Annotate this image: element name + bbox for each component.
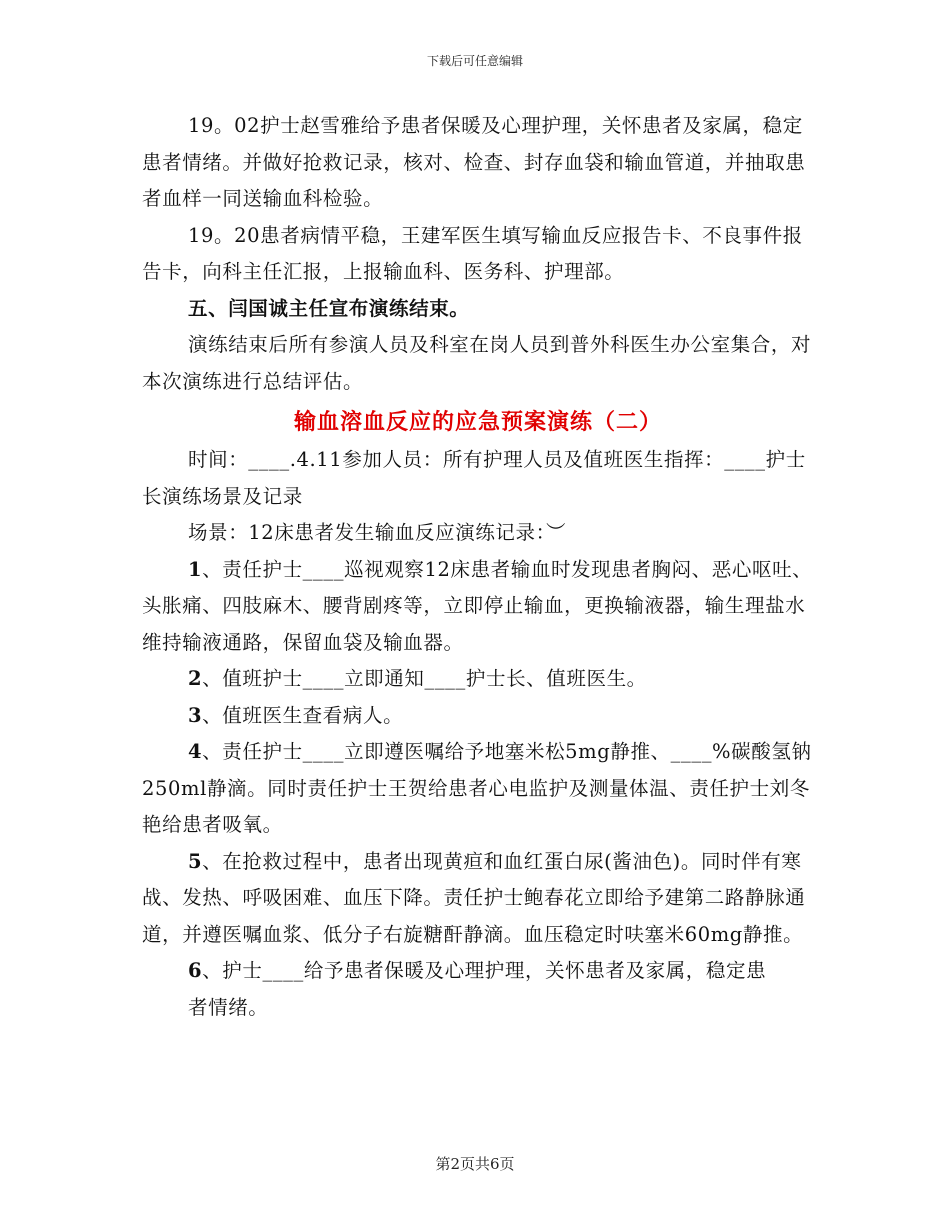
- list-number: 1: [188, 557, 203, 581]
- list-item-continuation: 者情绪。: [188, 995, 269, 1019]
- list-item-text: 、值班护士____立即通知____护士长、值班医生。: [202, 667, 647, 690]
- section-heading: 五、闫国诚主任宣布演练结束。: [188, 296, 470, 320]
- list-number: 5: [188, 849, 203, 873]
- list-number: 6: [188, 959, 203, 982]
- list-item: [142, 552, 814, 662]
- list-item-text: 、值班医生查看病人。: [202, 703, 404, 727]
- paragraph: 演练结束后所有参演人员及科室在岗人员到普外科医生办公室集合，对本次演练进行总结评估。: [142, 333, 812, 393]
- list-item: [142, 661, 814, 698]
- list-item: [142, 698, 814, 735]
- paragraph: 19。20患者病情平稳，王建军医生填写输血反应报告卡、不良事件报告卡，向科主任汇报，上报输血科、医务科、护理部。: [142, 223, 803, 283]
- list-item: [142, 953, 814, 990]
- document-title: 输血溶血反应的应急预案演练（二）: [293, 409, 662, 435]
- list-number: 2: [188, 667, 203, 690]
- document-body: [142, 108, 814, 1026]
- list-item-text: 、在抢救过程中，患者出现黄疸和血红蛋白尿(酱油色)。同时伴有寒战、发热、呼吸困难、血压下降。责任护士鲍春花立即给予建第二路静脉通道，并遵医嘱血浆、低分子右旋糖酐静滴。血压稳定时呋塞米60mg静推。: [142, 849, 806, 946]
- list-item-text: 、护士____给予患者保暖及心理护理，关怀患者及家属，稳定患: [202, 959, 767, 982]
- paragraph: 场景：12床患者发生输血反应演练记录：︶: [188, 521, 567, 544]
- page-header: 下载后可任意编辑: [426, 54, 523, 68]
- page-footer: 第2页共6页: [435, 1155, 515, 1173]
- list-number: 3: [188, 703, 203, 727]
- list-number: 4: [188, 740, 203, 763]
- list-item-text: 、责任护士____立即遵医嘱给予地塞米松5mg静推、____%碳酸氢钠250ml静滴。同时责任护士王贺给患者心电监护及测量体温、责任护士刘冬艳给患者吸氧。: [142, 740, 812, 836]
- paragraph: 19。02护士赵雪雅给予患者保暖及心理护理，关怀患者及家属，稳定患者情绪。并做好抢救记录，核对、检查、封存血袋和输血管道，并抽取患者血样一同送输血科检验。: [142, 114, 806, 210]
- list-item-text: 、责任护士____巡视观察12床患者输血时发现患者胸闷、恶心呕吐、头胀痛、四肢麻木、腰背剧疼等，立即停止输血，更换输液器，输生理盐水维持输液通路，保留血袋及输血器。: [142, 557, 813, 654]
- list-item: [142, 844, 814, 954]
- list-item: [142, 734, 814, 844]
- paragraph: 时间：____.4.11参加人员：所有护理人员及值班医生指挥：____护士长演练场景及记录: [142, 448, 806, 508]
